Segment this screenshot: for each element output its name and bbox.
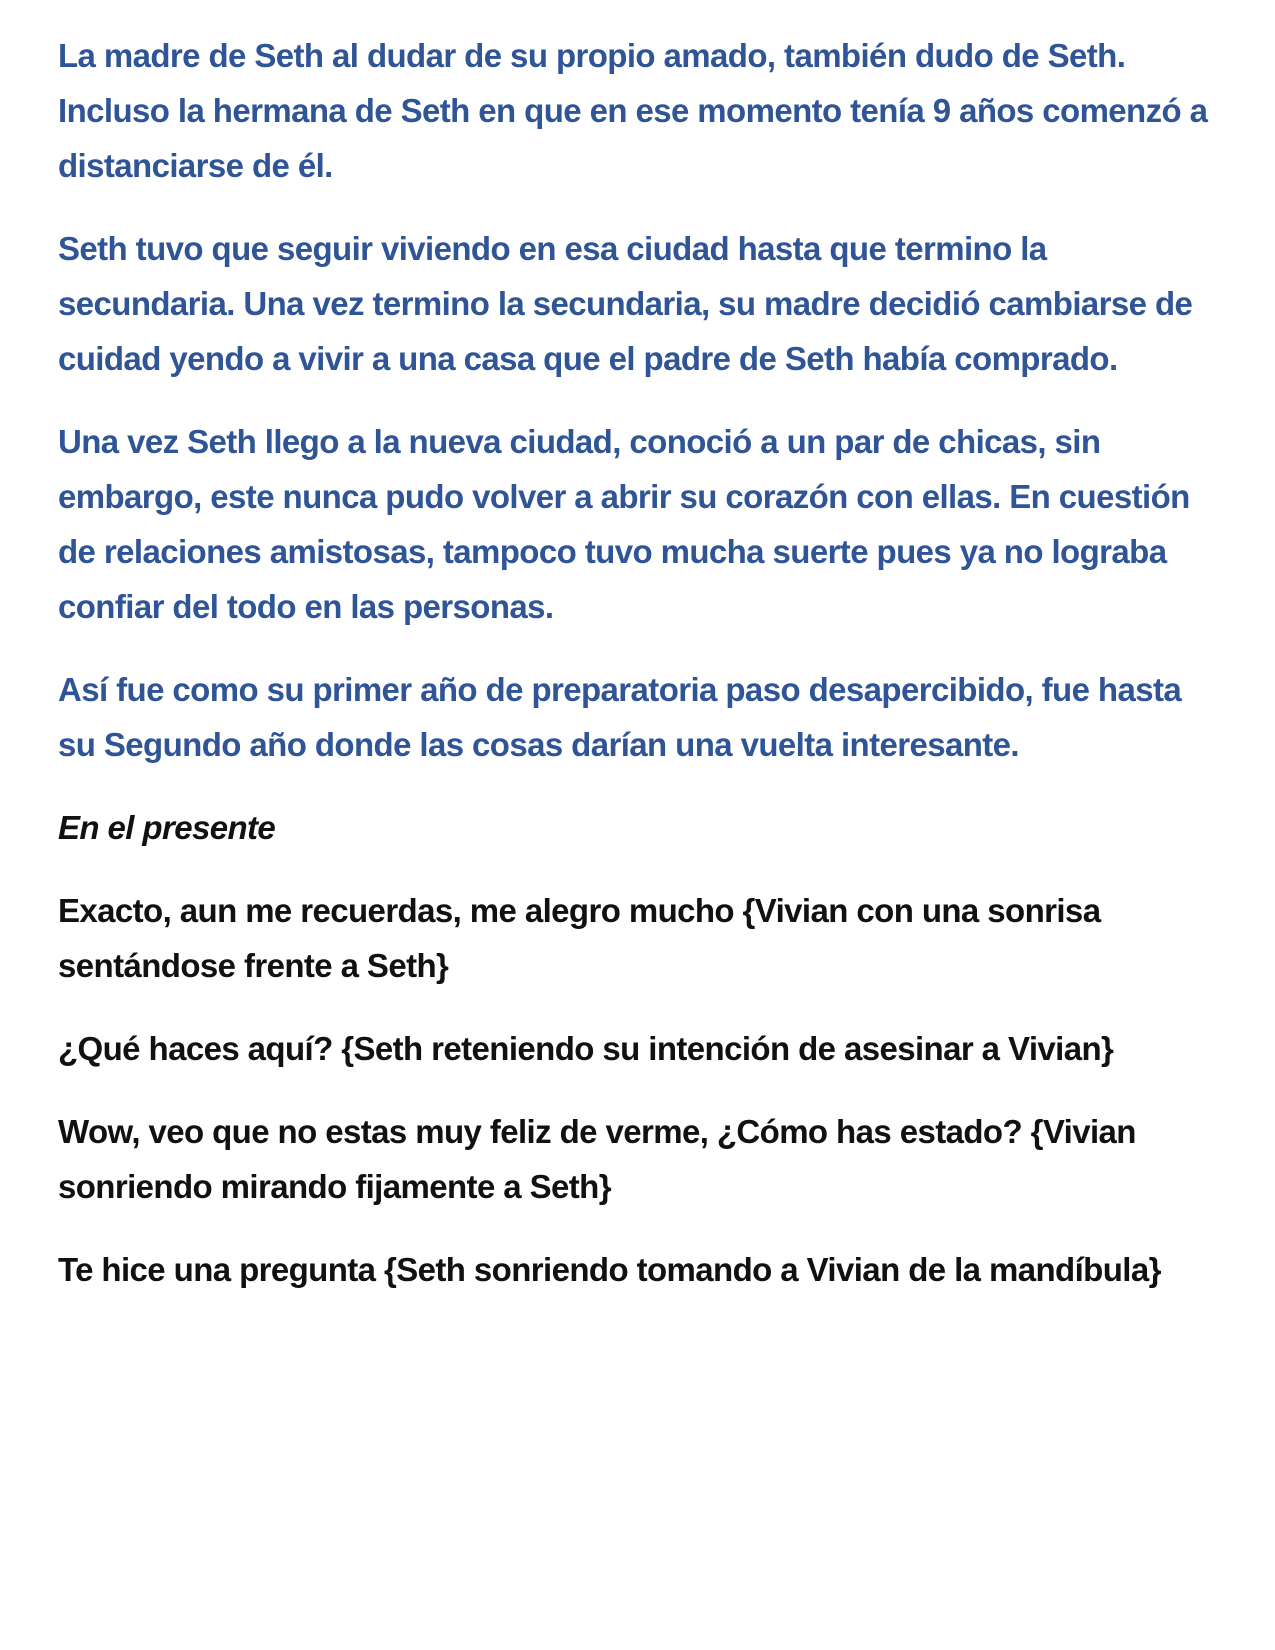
dialogue-line-2: ¿Qué haces aquí? {Seth reteniendo su intención de asesinar a Vivian}: [58, 1030, 1114, 1067]
narration-paragraph-1: La madre de Seth al dudar de su propio amado, también dudo de Seth. Incluso la hermana de Seth en que en ese momento tenía 9 años comenzó a distanciarse de él.: [58, 37, 1208, 184]
document-page: [58, 28, 1218, 1325]
narration-paragraph-3: Una vez Seth llego a la nueva ciudad, conoció a un par de chicas, sin embargo, este nunca pudo volver a abrir su corazón con ellas. En cuestión de relaciones amistosas, tampoco tuvo mucha suerte pues ya no lograba confiar del todo en las personas.: [58, 423, 1190, 625]
dialogue-line-1: Exacto, aun me recuerdas, me alegro mucho {Vivian con una sonrisa sentándose frente a Seth}: [58, 892, 1101, 984]
narration-paragraph-4: Así fue como su primer año de preparatoria paso desapercibido, fue hasta su Segundo año donde las cosas darían una vuelta interesante.: [58, 671, 1182, 763]
section-heading: En el presente: [58, 809, 276, 846]
dialogue-line-4: Te hice una pregunta {Seth sonriendo tomando a Vivian de la mandíbula}: [58, 1251, 1161, 1288]
narration-paragraph-2: Seth tuvo que seguir viviendo en esa ciudad hasta que termino la secundaria. Una vez termino la secundaria, su madre decidió cambiarse de cuidad yendo a vivir a una casa que el padre de Seth había comprado.: [58, 230, 1193, 377]
dialogue-line-3: Wow, veo que no estas muy feliz de verme, ¿Cómo has estado? {Vivian sonriendo mirando fijamente a Seth}: [58, 1113, 1136, 1205]
